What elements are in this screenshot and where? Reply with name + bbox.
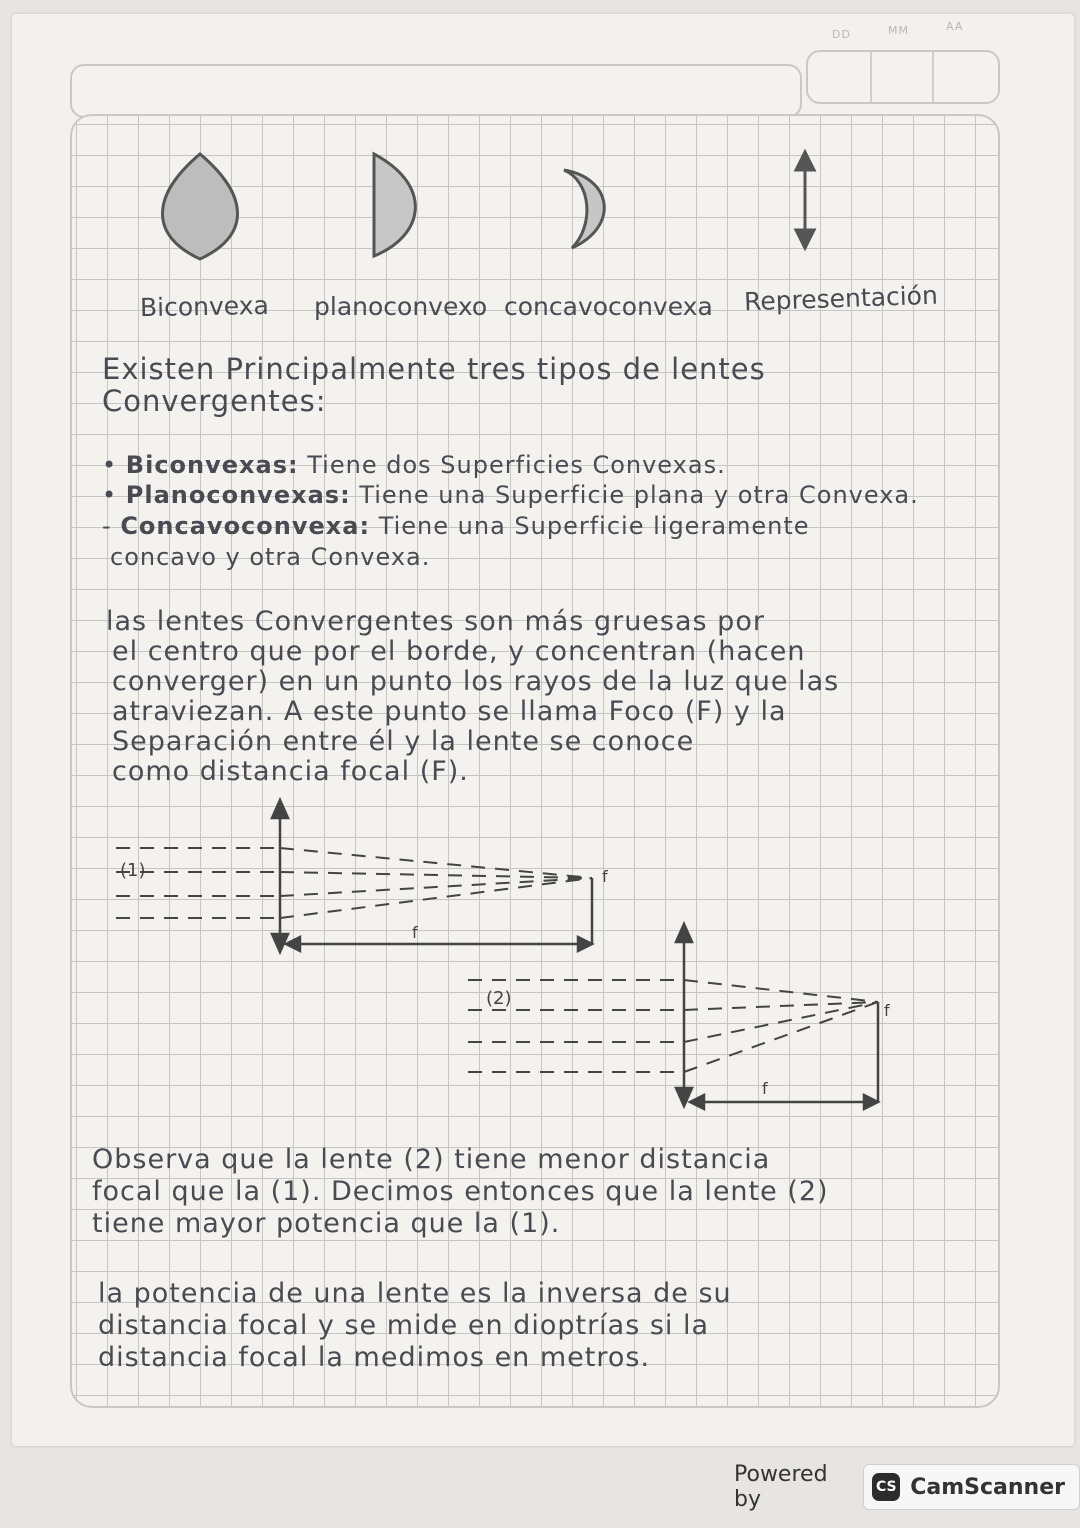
type-item-planoconvexas [102,480,919,511]
date-label-day: DD [832,28,851,41]
lens-drawings [72,116,998,296]
paragraph1-line-5: Separación entre él y la lente se conoce [112,726,695,757]
paragraph1-line-3: converger) en un punto los rayos de la luz que las [112,666,840,697]
type-item-tail: concavo y otra Convexa. [110,543,431,571]
paragraph3-line-1: la potencia de una lente es la inversa de su [98,1278,732,1309]
lens-2-diagram [468,924,878,1109]
biconvex-lens-shape [163,154,238,259]
paragraph2-line-2: focal que la (1). Decimos entonces que la lente (2) [92,1176,829,1207]
intro-line-1: Existen Principalmente tres tipos de lentes [102,352,766,386]
paragraph1-line-2: el centro que por el borde, y concentran (hacen [112,636,806,667]
lens-1-focus-label: f [602,867,608,886]
lens-1-diagram [116,800,592,952]
lens-2-focus-label: f [884,1001,890,1020]
type-desc: Tiene dos Superficies Convexas. [307,451,726,479]
paragraph2-line-1: Observa que la lente (2) tiene menor distancia [92,1144,771,1175]
label-biconvexa: Biconvexa [139,290,270,323]
concavoconvex-lens-shape [564,170,604,248]
paragraph2-line-3: tiene mayor potencia que la (1). [92,1208,561,1239]
planoconvex-lens-shape [374,154,415,256]
paragraph3-line-2: distancia focal y se mide en dioptrías si la [98,1310,710,1341]
type-item-concavoconvexa [102,511,810,542]
title-field [70,64,802,118]
lens-2-label: (2) [486,988,512,1009]
camscanner-footer [734,1462,1080,1512]
focal-length-diagram [72,796,998,1136]
label-representacion: Representación [743,280,939,317]
lens-representation-symbol [796,152,814,248]
grid-writing-area [70,114,1000,1408]
lens-1-label: (1) [120,860,146,881]
type-desc: Tiene una Superficie ligeramente [378,512,810,540]
paragraph1-line-6: como distancia focal (F). [112,756,469,787]
lens-2-focal-distance-label: f [762,1079,768,1098]
camscanner-logo-icon: CS [872,1473,900,1501]
type-name: Planoconvexas: [125,481,351,509]
lens-1-focal-distance-label: f [412,923,418,942]
camscanner-badge [863,1464,1080,1510]
type-item-biconvexas [102,450,726,481]
date-label-month: MM [888,24,909,37]
type-bullet: • [102,481,118,509]
label-concavoconvexa: concavoconvexa [504,292,713,321]
date-label-year: AA [946,20,964,33]
type-bullet: - [102,512,112,540]
date-field [806,20,1000,104]
powered-by-text: Powered by [734,1462,828,1512]
intro-line-2: Convergentes: [102,384,327,418]
type-name: Biconvexas: [125,451,299,479]
type-desc: Tiene una Superficie plana y otra Convexa. [359,481,919,509]
type-bullet: • [102,451,118,479]
label-planoconvexo: planoconvexo [314,292,488,321]
paragraph1-line-1: las lentes Convergentes son más gruesas por [106,606,765,637]
paragraph3-line-3: distancia focal la medimos en metros. [98,1342,651,1373]
paragraph1-line-4: atraviezan. A este punto se llama Foco (F) y la [112,696,787,727]
camscanner-brand: CamScanner [910,1474,1065,1500]
notebook-page [12,14,1074,1446]
type-name: Concavoconvexa: [120,512,371,540]
